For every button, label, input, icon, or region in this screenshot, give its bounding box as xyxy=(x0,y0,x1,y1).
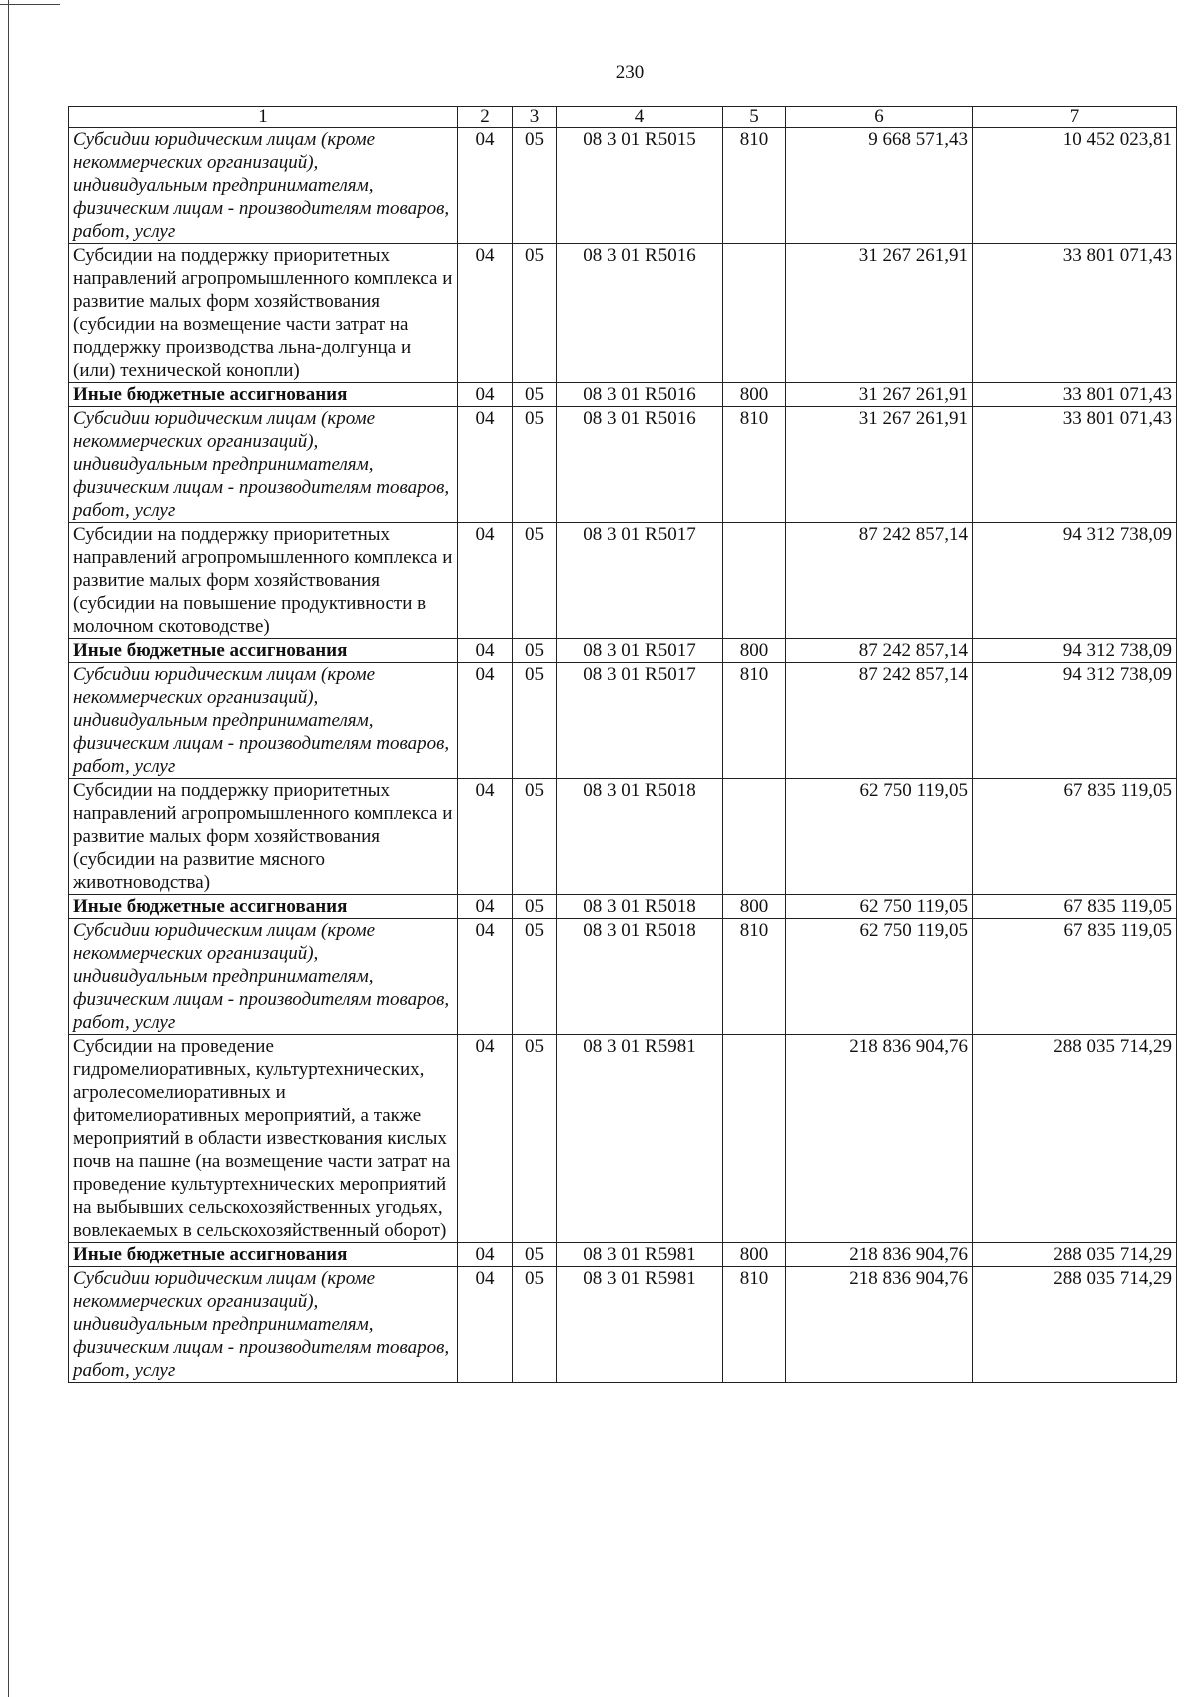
target-article-cell: 08 3 01 R5016 xyxy=(557,383,723,407)
page-number: 230 xyxy=(615,62,645,83)
section-code-cell: 04 xyxy=(458,523,513,639)
column-header: 7 xyxy=(973,107,1177,128)
expense-type-cell: 810 xyxy=(723,1267,786,1383)
section-code-cell: 04 xyxy=(458,383,513,407)
subsection-code-cell: 05 xyxy=(513,639,557,663)
expense-type-cell: 810 xyxy=(723,663,786,779)
expense-type-cell: 810 xyxy=(723,919,786,1035)
section-code-cell: 04 xyxy=(458,1243,513,1267)
subsection-code-cell: 05 xyxy=(513,383,557,407)
item-name-cell: Субсидии на поддержку приоритетных направлений агропромышленного комплекса и развитие малых форм хозяйствования (субсидии на развитие мясного животноводства) xyxy=(69,779,458,895)
amount-year2-cell: 67 835 119,05 xyxy=(973,895,1177,919)
item-name-cell: Субсидии юридическим лицам (кроме некоммерческих организаций), индивидуальным предпринимателям, физическим лицам - производителям товаров, работ, услуг xyxy=(69,128,458,244)
table-row xyxy=(69,895,1177,919)
table-row xyxy=(69,128,1177,244)
column-header: 2 xyxy=(458,107,513,128)
amount-year1-cell: 62 750 119,05 xyxy=(786,779,973,895)
target-article-cell: 08 3 01 R5018 xyxy=(557,895,723,919)
section-code-cell: 04 xyxy=(458,919,513,1035)
target-article-cell: 08 3 01 R5016 xyxy=(557,244,723,383)
item-name-cell: Субсидии на поддержку приоритетных направлений агропромышленного комплекса и развитие малых форм хозяйствования (субсидии на возмещение части затрат на поддержку производства льна-долгунца и (или) технической конопли) xyxy=(69,244,458,383)
item-name-cell: Субсидии юридическим лицам (кроме некоммерческих организаций), индивидуальным предпринимателям, физическим лицам - производителям товаров, работ, услуг xyxy=(69,407,458,523)
target-article-cell: 08 3 01 R5018 xyxy=(557,919,723,1035)
table-row xyxy=(69,779,1177,895)
amount-year1-cell: 218 836 904,76 xyxy=(786,1267,973,1383)
subsection-code-cell: 05 xyxy=(513,1243,557,1267)
amount-year2-cell: 67 835 119,05 xyxy=(973,919,1177,1035)
subsection-code-cell: 05 xyxy=(513,128,557,244)
subsection-code-cell: 05 xyxy=(513,1267,557,1383)
scan-edge-left xyxy=(8,0,9,1697)
expense-type-cell: 800 xyxy=(723,639,786,663)
table-row xyxy=(69,1267,1177,1383)
table-row xyxy=(69,1243,1177,1267)
section-code-cell: 04 xyxy=(458,663,513,779)
amount-year1-cell: 218 836 904,76 xyxy=(786,1243,973,1267)
subsection-code-cell: 05 xyxy=(513,895,557,919)
amount-year1-cell: 31 267 261,91 xyxy=(786,244,973,383)
amount-year2-cell: 10 452 023,81 xyxy=(973,128,1177,244)
target-article-cell: 08 3 01 R5015 xyxy=(557,128,723,244)
budget-table xyxy=(68,106,1177,1383)
item-name-cell: Субсидии юридическим лицам (кроме некоммерческих организаций), индивидуальным предпринимателям, физическим лицам - производителям товаров, работ, услуг xyxy=(69,663,458,779)
subsection-code-cell: 05 xyxy=(513,244,557,383)
target-article-cell: 08 3 01 R5017 xyxy=(557,639,723,663)
table-row xyxy=(69,523,1177,639)
expense-type-cell: 800 xyxy=(723,383,786,407)
column-header: 5 xyxy=(723,107,786,128)
item-name-cell: Субсидии юридическим лицам (кроме некоммерческих организаций), индивидуальным предпринимателям, физическим лицам - производителям товаров, работ, услуг xyxy=(69,1267,458,1383)
expense-type-cell: 800 xyxy=(723,895,786,919)
amount-year1-cell: 87 242 857,14 xyxy=(786,523,973,639)
target-article-cell: 08 3 01 R5017 xyxy=(557,523,723,639)
amount-year1-cell: 62 750 119,05 xyxy=(786,919,973,1035)
section-code-cell: 04 xyxy=(458,407,513,523)
amount-year1-cell: 31 267 261,91 xyxy=(786,407,973,523)
item-name-cell: Иные бюджетные ассигнования xyxy=(69,895,458,919)
column-header: 1 xyxy=(69,107,458,128)
table-row xyxy=(69,919,1177,1035)
amount-year2-cell: 94 312 738,09 xyxy=(973,663,1177,779)
amount-year2-cell: 288 035 714,29 xyxy=(973,1267,1177,1383)
section-code-cell: 04 xyxy=(458,244,513,383)
amount-year2-cell: 94 312 738,09 xyxy=(973,639,1177,663)
column-header: 3 xyxy=(513,107,557,128)
section-code-cell: 04 xyxy=(458,128,513,244)
item-name-cell: Иные бюджетные ассигнования xyxy=(69,639,458,663)
item-name-cell: Иные бюджетные ассигнования xyxy=(69,1243,458,1267)
subsection-code-cell: 05 xyxy=(513,407,557,523)
amount-year1-cell: 62 750 119,05 xyxy=(786,895,973,919)
amount-year2-cell: 288 035 714,29 xyxy=(973,1035,1177,1243)
subsection-code-cell: 05 xyxy=(513,779,557,895)
table-row xyxy=(69,383,1177,407)
section-code-cell: 04 xyxy=(458,895,513,919)
target-article-cell: 08 3 01 R5981 xyxy=(557,1267,723,1383)
amount-year1-cell: 218 836 904,76 xyxy=(786,1035,973,1243)
table-body xyxy=(69,128,1177,1383)
section-code-cell: 04 xyxy=(458,1267,513,1383)
expense-type-cell: 800 xyxy=(723,1243,786,1267)
expense-type-cell: 810 xyxy=(723,128,786,244)
subsection-code-cell: 05 xyxy=(513,523,557,639)
item-name-cell: Субсидии на проведение гидромелиоративных, культуртехнических, агролесомелиоративных и фитомелиоративных мероприятий, а также мероприятий в области известкования кислых почв на пашне (на возмещение части затрат на проведение культуртехнических мероприятий на выбывших сельскохозяйственных угодьях, вовлекаемых в сельскохозяйственный оборот) xyxy=(69,1035,458,1243)
expense-type-cell xyxy=(723,1035,786,1243)
table-row xyxy=(69,639,1177,663)
amount-year2-cell: 33 801 071,43 xyxy=(973,383,1177,407)
target-article-cell: 08 3 01 R5018 xyxy=(557,779,723,895)
subsection-code-cell: 05 xyxy=(513,919,557,1035)
target-article-cell: 08 3 01 R5016 xyxy=(557,407,723,523)
table-header-row xyxy=(69,107,1177,128)
section-code-cell: 04 xyxy=(458,1035,513,1243)
target-article-cell: 08 3 01 R5981 xyxy=(557,1035,723,1243)
table-row xyxy=(69,407,1177,523)
amount-year1-cell: 87 242 857,14 xyxy=(786,639,973,663)
table-row xyxy=(69,663,1177,779)
expense-type-cell xyxy=(723,244,786,383)
table-row xyxy=(69,1035,1177,1243)
column-header: 6 xyxy=(786,107,973,128)
amount-year1-cell: 9 668 571,43 xyxy=(786,128,973,244)
amount-year1-cell: 31 267 261,91 xyxy=(786,383,973,407)
scan-edge-top xyxy=(0,4,60,5)
expense-type-cell xyxy=(723,779,786,895)
target-article-cell: 08 3 01 R5017 xyxy=(557,663,723,779)
amount-year1-cell: 87 242 857,14 xyxy=(786,663,973,779)
table-row xyxy=(69,244,1177,383)
item-name-cell: Субсидии на поддержку приоритетных направлений агропромышленного комплекса и развитие малых форм хозяйствования (субсидии на повышение продуктивности в молочном скотоводстве) xyxy=(69,523,458,639)
amount-year2-cell: 94 312 738,09 xyxy=(973,523,1177,639)
amount-year2-cell: 33 801 071,43 xyxy=(973,244,1177,383)
amount-year2-cell: 288 035 714,29 xyxy=(973,1243,1177,1267)
subsection-code-cell: 05 xyxy=(513,663,557,779)
target-article-cell: 08 3 01 R5981 xyxy=(557,1243,723,1267)
subsection-code-cell: 05 xyxy=(513,1035,557,1243)
section-code-cell: 04 xyxy=(458,779,513,895)
section-code-cell: 04 xyxy=(458,639,513,663)
column-header: 4 xyxy=(557,107,723,128)
expense-type-cell xyxy=(723,523,786,639)
expense-type-cell: 810 xyxy=(723,407,786,523)
item-name-cell: Иные бюджетные ассигнования xyxy=(69,383,458,407)
amount-year2-cell: 67 835 119,05 xyxy=(973,779,1177,895)
item-name-cell: Субсидии юридическим лицам (кроме некоммерческих организаций), индивидуальным предпринимателям, физическим лицам - производителям товаров, работ, услуг xyxy=(69,919,458,1035)
amount-year2-cell: 33 801 071,43 xyxy=(973,407,1177,523)
